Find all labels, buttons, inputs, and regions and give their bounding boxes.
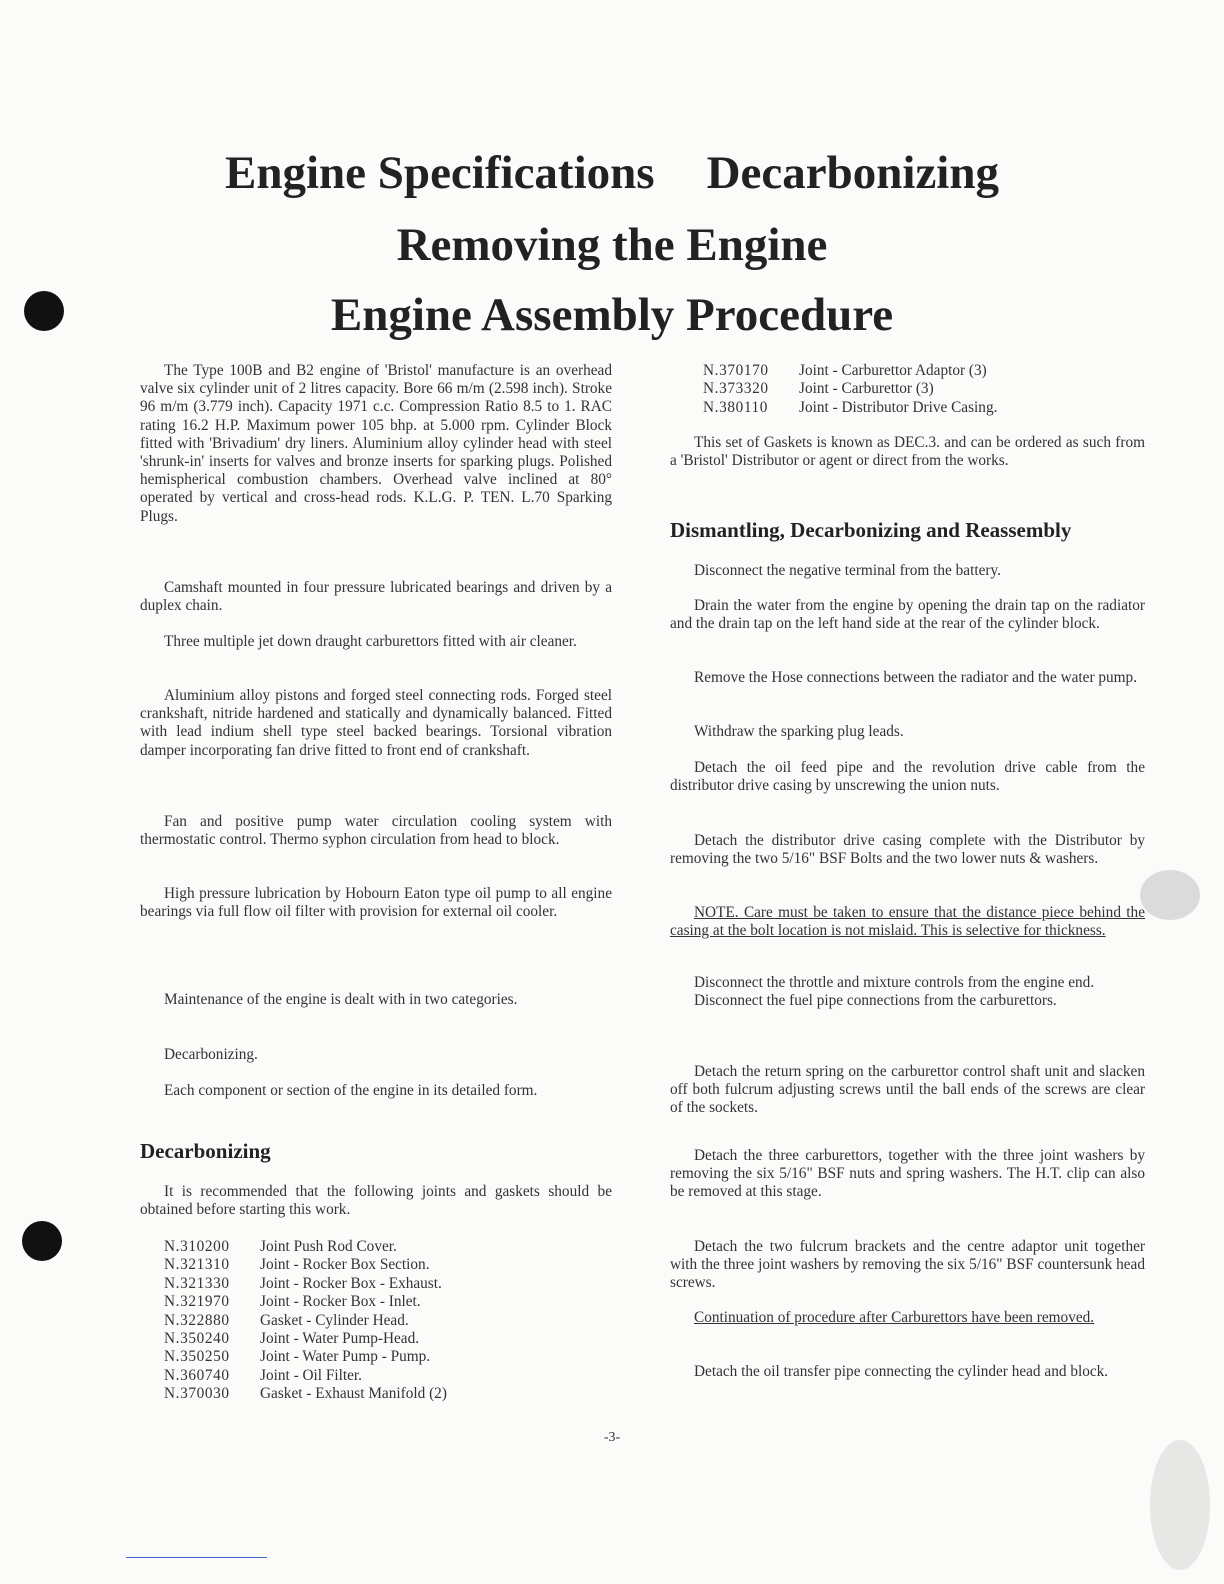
right-column-block-2 bbox=[670, 562, 1145, 580]
step-detach-fulcrum-brackets: Detach the two fulcrum brackets and the centre adaptor unit together with the three joint washers by removing the six 5/16" BSF countersunk head screws. bbox=[670, 1238, 1145, 1292]
right-column-block-3 bbox=[670, 597, 1145, 633]
part-description: Joint - Distributor Drive Casing. bbox=[799, 398, 998, 416]
camshaft-paragraph: Camshaft mounted in four pressure lubricated bearings and driven by a duplex chain. bbox=[140, 579, 612, 615]
right-column-block-5 bbox=[670, 723, 1145, 741]
part-row bbox=[164, 1256, 447, 1274]
step-drain-water: Drain the water from the engine by opening the drain tap on the radiator and the drain tap on the left hand side at the rear of the cylinder block. bbox=[670, 597, 1145, 633]
gasket-parts-table-right bbox=[703, 362, 997, 417]
left-column-block-10 bbox=[140, 1183, 612, 1219]
part-description: Joint Push Rod Cover. bbox=[260, 1238, 397, 1255]
category-each-component: Each component or section of the engine in its detailed form. bbox=[164, 1082, 538, 1099]
part-row bbox=[164, 1238, 447, 1256]
scan-smudge-bottom-right bbox=[1150, 1440, 1210, 1570]
part-number: N.370030 bbox=[164, 1385, 230, 1403]
part-description: Joint - Water Pump - Pump. bbox=[260, 1348, 431, 1366]
title-decarbonizing: Decarbonizing bbox=[706, 147, 999, 199]
step-detach-return-spring: Detach the return spring on the carburettor control shaft unit and slacken off both fulcrum adjusting screws until the ball ends of the screws are clear of the sockets. bbox=[670, 1063, 1145, 1117]
part-description: Joint - Carburettor (3) bbox=[799, 380, 934, 398]
right-column-block-4 bbox=[670, 669, 1145, 687]
step-disconnect-battery: Disconnect the negative terminal from the battery. bbox=[694, 562, 1001, 579]
part-row bbox=[703, 380, 997, 398]
part-number: N.321310 bbox=[164, 1256, 230, 1274]
part-row bbox=[703, 399, 997, 417]
title-line-1 bbox=[0, 146, 1224, 200]
part-description: Joint - Rocker Box - Exhaust. bbox=[260, 1274, 442, 1292]
part-row bbox=[164, 1330, 447, 1348]
right-column-block-12 bbox=[670, 1238, 1145, 1293]
step-detach-oil-transfer-pipe: Detach the oil transfer pipe connecting the cylinder head and block. bbox=[694, 1363, 1109, 1380]
part-row bbox=[164, 1348, 447, 1366]
recommended-paragraph: It is recommended that the following joints and gaskets should be obtained before starting this work. bbox=[140, 1183, 612, 1219]
carburettors-paragraph: Three multiple jet down draught carburettors fitted with air cleaner. bbox=[164, 633, 577, 650]
part-description: Gasket - Cylinder Head. bbox=[260, 1311, 409, 1329]
title-engine-specifications: Engine Specifications bbox=[225, 147, 655, 199]
left-column bbox=[140, 362, 612, 526]
cooling-paragraph: Fan and positive pump water circulation cooling system with thermostatic control. Thermo syphon circulation from head to block. bbox=[140, 813, 612, 849]
step-disconnect-fuel-pipe: Disconnect the fuel pipe connections from the carburettors. bbox=[694, 992, 1057, 1010]
part-row bbox=[164, 1275, 447, 1293]
left-column-block-3 bbox=[140, 633, 612, 651]
part-row bbox=[164, 1385, 447, 1403]
part-description: Joint - Oil Filter. bbox=[260, 1366, 362, 1384]
part-description: Joint - Carburettor Adaptor (3) bbox=[799, 362, 987, 379]
left-column-block-7 bbox=[140, 991, 612, 1009]
dec3-paragraph: This set of Gaskets is known as DEC.3. and can be ordered as such from a 'Bristol' Distributor or agent or direct from the works. bbox=[670, 434, 1145, 470]
step-detach-carburettors: Detach the three carburettors, together with the three joint washers by removing the six 5/16" BSF nuts and spring washers. The H.T. clip can also be removed at this stage. bbox=[670, 1147, 1145, 1201]
engine-spec-paragraph: The Type 100B and B2 engine of 'Bristol' manufacture is an overhead valve six cylinder unit of 2 litres capacity. Bore 66 m/m (2.598 inch). Stroke 96 m/m (3.779 inch). Capacity 1971 c.c. Compression Ratio 8.5 to 1. RAC rating 16.2 H.P. Maximum power 105 bhp. at 5.000 rpm. Cylinder Block fitted with 'Brivadium' dry liners. Aluminium alloy cylinder head with steel 'shrunk-in' inserts for valves and bronze inserts for sparking plugs. Polished hemispherical combustion chambers. Overhead valve inclined at 80° operated by vertical and cross-head rods. K.L.G. P. TEN. L.70 Sparking Plugs. bbox=[140, 362, 612, 525]
scan-smudge-right bbox=[1140, 870, 1200, 920]
part-number: N.350240 bbox=[164, 1330, 230, 1348]
part-row bbox=[164, 1293, 447, 1311]
part-number: N.322880 bbox=[164, 1311, 230, 1329]
part-number: N.321330 bbox=[164, 1274, 230, 1292]
left-column-block-6 bbox=[140, 885, 612, 921]
gasket-parts-table-left bbox=[164, 1238, 447, 1404]
title-line-2: Removing the Engine bbox=[396, 219, 828, 271]
part-number: N.350250 bbox=[164, 1348, 230, 1366]
left-column-block-8 bbox=[140, 1046, 612, 1064]
step-disconnect-throttle: Disconnect the throttle and mixture controls from the engine end. bbox=[694, 974, 1095, 991]
part-number: N.380110 bbox=[703, 398, 768, 416]
note-distance-piece: NOTE. Care must be taken to ensure that the distance piece behind the casing at the bolt location is not mislaid. This is selective for thickness. bbox=[670, 904, 1145, 940]
right-column-block-14 bbox=[670, 1363, 1145, 1381]
part-number: N.370170 bbox=[703, 362, 769, 379]
punch-hole-bottom bbox=[22, 1221, 62, 1261]
footer-rule bbox=[126, 1557, 267, 1558]
left-column-block-4 bbox=[140, 687, 612, 760]
step-remove-hose: Remove the Hose connections between the radiator and the water pump. bbox=[694, 669, 1138, 686]
page-number: -3- bbox=[603, 1430, 621, 1445]
right-column-block-6 bbox=[670, 759, 1145, 795]
right-column-block-7 bbox=[670, 832, 1145, 868]
lubrication-paragraph: High pressure lubrication by Hobourn Eaton type oil pump to all engine bearings via full flow oil filter with provision for external oil cooler. bbox=[140, 885, 612, 921]
part-description: Joint - Rocker Box Section. bbox=[260, 1256, 430, 1274]
decarbonizing-heading: Decarbonizing bbox=[140, 1139, 271, 1163]
maintenance-paragraph: Maintenance of the engine is dealt with in two categories. bbox=[164, 991, 518, 1008]
continuation-note: Continuation of procedure after Carburettors have been removed. bbox=[694, 1309, 1095, 1326]
part-number: N.360740 bbox=[164, 1366, 230, 1384]
title-line-3: Engine Assembly Procedure bbox=[330, 289, 894, 341]
part-description: Gasket - Exhaust Manifold (2) bbox=[260, 1385, 447, 1403]
dismantling-heading: Dismantling, Decarbonizing and Reassembly bbox=[670, 518, 1072, 542]
part-number: N.321970 bbox=[164, 1293, 230, 1311]
step-withdraw-leads: Withdraw the sparking plug leads. bbox=[694, 723, 904, 740]
part-row bbox=[164, 1367, 447, 1385]
right-column-block-10 bbox=[670, 1063, 1145, 1118]
step-detach-oil-feed: Detach the oil feed pipe and the revolution drive cable from the distributor drive casing by unscrewing the union nuts. bbox=[670, 759, 1145, 795]
left-column-block-5 bbox=[140, 813, 612, 849]
right-column-block-11 bbox=[670, 1147, 1145, 1202]
part-row bbox=[703, 362, 997, 380]
part-description: Joint - Rocker Box - Inlet. bbox=[260, 1293, 421, 1311]
left-column-block-9 bbox=[140, 1082, 612, 1100]
right-column-block-1 bbox=[670, 434, 1145, 470]
step-detach-distributor: Detach the distributor drive casing complete with the Distributor by removing the two 5/16" BSF Bolts and the two lower nuts & washers. bbox=[670, 832, 1145, 868]
right-column-block-8 bbox=[670, 904, 1145, 940]
right-column-block-13 bbox=[670, 1309, 1145, 1327]
part-number: N.310200 bbox=[164, 1238, 230, 1255]
pistons-paragraph: Aluminium alloy pistons and forged steel connecting rods. Forged steel crankshaft, nitride hardened and statically and dynamically balanced. Fitted with lead indium shell type steel backed bearings. Torsional vibration damper incorporating fan drive fitted to front end of crankshaft. bbox=[140, 687, 612, 759]
left-column-block-2 bbox=[140, 579, 612, 615]
right-column-block-9 bbox=[670, 974, 1145, 1010]
part-description: Joint - Water Pump-Head. bbox=[260, 1330, 420, 1348]
category-decarbonizing: Decarbonizing. bbox=[164, 1046, 258, 1063]
part-row bbox=[164, 1312, 447, 1330]
part-number: N.373320 bbox=[703, 380, 769, 398]
